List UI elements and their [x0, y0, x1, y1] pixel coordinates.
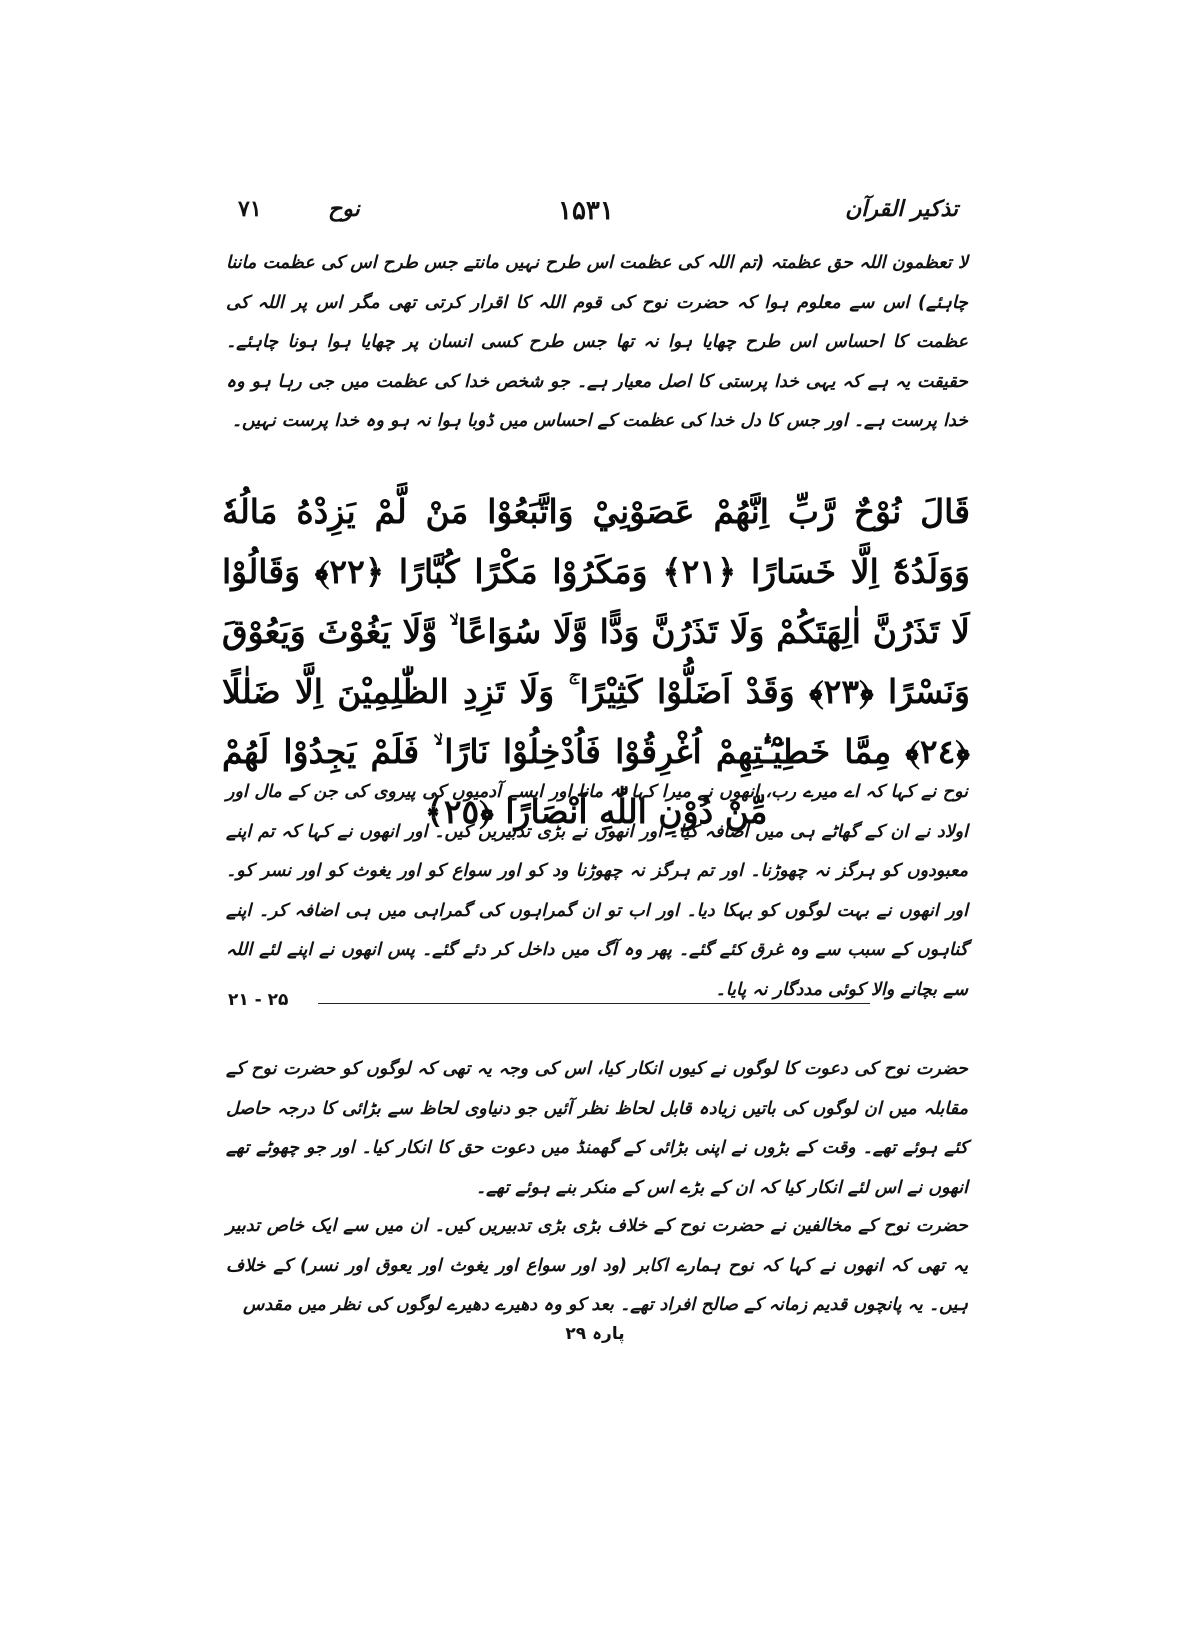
commentary-top: لا تعظمون اللہ حق عظمتہ (تم اللہ کی عظمت اس طرح نہیں مانتے جس طرح اس کی عظمت ماننا چاہئے) اس سے معلوم ہوا کہ حضرت نوح کی قوم اللہ کا اقرار کرتی تھی مگر اس پر اللہ کی عظمت کا احساس اس طرح چھایا ہوا نہ تھا جس طرح کسی انسان پر چھایا ہوا ہونا چاہئے۔ حقیقت یہ ہے کہ یہی خدا پرستی کا اصل معیار ہے۔ جو شخص خدا کی عظمت میں جی رہا ہو وہ خدا پرست ہے۔ اور جس کا دل خدا کی عظمت کے احساس میں ڈوبا ہوا نہ ہو وہ خدا پرست نہیں۔: [226, 253, 968, 431]
page-header: [238, 196, 958, 236]
arabic-verses: قَالَ نُوْحٌ رَّبِّ اِنَّهُمْ عَصَوْنِيْ وَاتَّبَعُوْا مَنْ لَّمْ يَزِدْهُ مَالُهٗ وَوَلَدُهٗٓ اِلَّا خَسَارًا ﴿٢١﴾ وَمَكَرُوْا مَكْرًا كُبَّارًا ﴿٢٢﴾ وَقَالُوْا لَا تَذَرُنَّ اٰلِهَتَكُمْ وَلَا تَذَرُنَّ وَدًّا وَّلَا سُوَاعًا ۙ وَّلَا يَغُوْثَ وَيَعُوْقَ وَنَسْرًا ﴿٢٣﴾ وَقَدْ اَضَلُّوْا كَثِيْرًا ۚ وَلَا تَزِدِ الظّٰلِمِيْنَ اِلَّا ضَلٰلًا ﴿٢٤﴾ مِمَّا خَطِيْٓـٰٔتِهِمْ اُغْرِقُوْا فَاُدْخِلُوْا نَارًا ۙ فَلَمْ يَجِدُوْا لَهُمْ مِّنْ دُوْنِ اللّٰهِ اَنْصَارًا ﴿٢٥﴾: [222, 492, 970, 831]
page-footer: پارہ ۲۹: [565, 1324, 625, 1344]
commentary-paragraph-2: حضرت نوح کے مخالفین نے حضرت نوح کے خلاف بڑی بڑی تدبیریں کیں۔ ان میں سے ایک خاص تدبیر یہ تھی کہ انھوں نے کہا کہ نوح ہمارے اکابر (ود اور سواع اور یغوث اور یعوق اور نسر) کے خلاف ہیں۔ یہ پانچوں قدیم زمانہ کے صالح افراد تھے۔ بعد کو وہ دھیرے دھیرے لوگوں کی نظر میں مقدس: [226, 1216, 968, 1315]
surah-number: ۷۱: [238, 196, 262, 222]
divider-rule: [318, 1003, 870, 1004]
book-title: تذکیر القرآن: [845, 196, 958, 222]
verse-reference: ۲۱ - ۲۵: [228, 990, 289, 1010]
commentary-paragraph-1: حضرت نوح کی دعوت کا لوگوں نے کیوں انکار کیا، اس کی وجہ یہ تھی کہ لوگوں کو حضرت نوح کے مقابلہ میں ان لوگوں کی باتیں زیادہ قابل لحاظ نظر آئیں جو دنیاوی لحاظ سے بڑائی کا درجہ حاصل کئے ہوئے تھے۔ وقت کے بڑوں نے اپنی بڑائی کے گھمنڈ میں دعوت حق کا انکار کیا۔ اور جو چھوٹے تھے انھوں نے اس لئے انکار کیا کہ ان کے بڑے اس کے منکر بنے ہوئے تھے۔: [226, 1059, 968, 1198]
surah-name: نوح: [328, 196, 360, 222]
translation: نوح نے کہا کہ اے میرے رب، انھوں نے میرا کہا نہ مانا اور ایسے آدمیوں کی پیروی کی جن کے مال اور اولاد نے ان کے گھاٹے ہی میں اضافہ کیا۔ اور انھوں نے بڑی تدبیریں کیں۔ اور انھوں نے کہا کہ تم اپنے معبودوں کو ہرگز نہ چھوڑنا۔ اور تم ہرگز نہ چھوڑنا ود کو اور سواع کو اور یغوث کو اور نسر کو۔ اور انھوں نے بہت لوگوں کو بہکا دیا۔ اور اب تو ان گمراہوں کی گمراہی میں ہی اضافہ کر۔ اپنے گناہوں کے سبب سے وہ غرق کئے گئے۔ پھر وہ آگ میں داخل کر دئے گئے۔ پس انھوں نے اپنے لئے اللہ سے بچانے والا کوئی مددگار نہ پایا۔: [226, 782, 968, 1000]
page-number: ۱۵۳۱: [558, 196, 614, 226]
